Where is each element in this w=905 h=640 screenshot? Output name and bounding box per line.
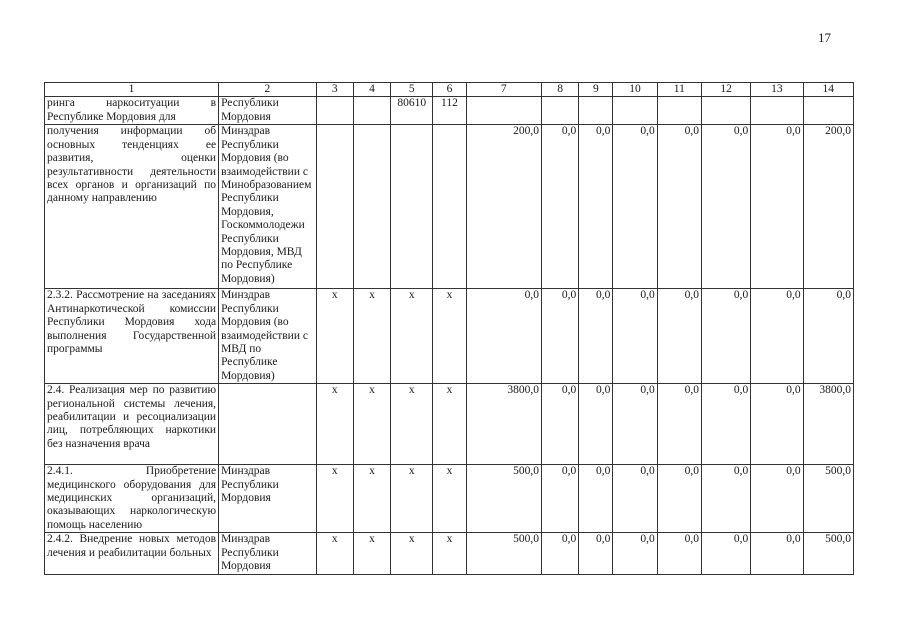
activity-description: получения информации об основных тенденциях ее развития, оценки результативности деятельности всех органов и организаций по данному направлению	[45, 125, 219, 289]
responsible-executor: Минздрав Республики Мордовия	[219, 465, 317, 533]
table-cell: 0,0	[466, 289, 541, 384]
table-cell: х	[391, 465, 433, 533]
table-cell: 500,0	[803, 533, 853, 574]
table-cell: 0,0	[613, 533, 657, 574]
table-cell: 0,0	[579, 289, 613, 384]
column-header: 9	[579, 83, 613, 97]
table-cell: 0,0	[701, 465, 750, 533]
table-cell: х	[353, 384, 390, 465]
table-cell: 200,0	[466, 125, 541, 289]
table-cell: х	[316, 465, 353, 533]
page-number: 17	[818, 30, 831, 45]
table-cell: х	[433, 384, 466, 465]
table-cell: 0,0	[751, 125, 803, 289]
table-cell: х	[353, 289, 390, 384]
table-cell: х	[353, 533, 390, 574]
table-cell: 0,0	[657, 289, 701, 384]
table-cell: 0,0	[751, 533, 803, 574]
table-cell	[751, 97, 803, 125]
table-cell: х	[316, 289, 353, 384]
responsible-executor: Минздрав Республики Мордовия	[219, 533, 317, 574]
table-cell: 0,0	[542, 125, 579, 289]
table-cell	[613, 97, 657, 125]
table-cell: 0,0	[751, 289, 803, 384]
table-cell	[466, 97, 541, 125]
table-cell	[316, 125, 353, 289]
activity-description: ринга наркоситуации в Республике Мордовия для	[45, 97, 219, 125]
table-row	[45, 384, 854, 465]
table-cell: х	[433, 289, 466, 384]
table-cell: 3800,0	[803, 384, 853, 465]
table-cell: 0,0	[542, 465, 579, 533]
column-header: 10	[613, 83, 657, 97]
table-cell	[433, 125, 466, 289]
table-cell: 500,0	[803, 465, 853, 533]
table-cell: 80610	[391, 97, 433, 125]
responsible-executor: Минздрав Республики Мордовия (во взаимодействии с Минобразованием Республики Мордовия, Госкоммолодежи Республики Мордовия, МВД по Республике Мордовия)	[219, 125, 317, 289]
column-header: 8	[542, 83, 579, 97]
table-cell: 0,0	[701, 533, 750, 574]
table-cell: 0,0	[613, 384, 657, 465]
table-cell	[316, 97, 353, 125]
table-cell: 0,0	[657, 125, 701, 289]
table-cell: 0,0	[613, 465, 657, 533]
table-cell: 0,0	[701, 125, 750, 289]
column-header: 7	[466, 83, 541, 97]
table-cell: 0,0	[579, 125, 613, 289]
table-cell	[391, 125, 433, 289]
column-header: 1	[45, 83, 219, 97]
column-header: 13	[751, 83, 803, 97]
column-header: 11	[657, 83, 701, 97]
table-row	[45, 125, 854, 289]
budget-table	[44, 82, 854, 575]
table-cell	[542, 97, 579, 125]
table-cell: 0,0	[542, 384, 579, 465]
table-cell: 200,0	[803, 125, 853, 289]
table-cell: 500,0	[466, 465, 541, 533]
activity-description: 2.4.1. Приобретение медицинского оборудования для медицинских организаций, оказывающих наркологическую помощь населению	[45, 465, 219, 533]
table-cell: 0,0	[701, 384, 750, 465]
table-cell: 0,0	[542, 533, 579, 574]
column-header: 14	[803, 83, 853, 97]
table-cell: 112	[433, 97, 466, 125]
table-cell: 3800,0	[466, 384, 541, 465]
table-cell: 0,0	[579, 384, 613, 465]
header-row	[45, 83, 854, 97]
responsible-executor: Республики Мордовия	[219, 97, 317, 125]
table-cell: х	[316, 384, 353, 465]
table-cell: х	[316, 533, 353, 574]
activity-description: 2.4.2. Внедрение новых методов лечения и реабилитации больных	[45, 533, 219, 574]
table-cell: 0,0	[613, 125, 657, 289]
table-cell: 0,0	[751, 465, 803, 533]
responsible-executor	[219, 384, 317, 465]
table-cell	[701, 97, 750, 125]
table-row	[45, 97, 854, 125]
column-header: 4	[353, 83, 390, 97]
table-cell	[353, 125, 390, 289]
table-cell	[657, 97, 701, 125]
table-cell: 0,0	[657, 533, 701, 574]
table-row	[45, 533, 854, 574]
table-cell	[579, 97, 613, 125]
table-cell: 0,0	[657, 384, 701, 465]
table-cell: х	[353, 465, 390, 533]
activity-description: 2.4. Реализация мер по развитию региональной системы лечения, реабилитации и ресоциализации лиц, потребляющих наркотики без назначения врача	[45, 384, 219, 465]
column-header: 12	[701, 83, 750, 97]
table-cell: 500,0	[466, 533, 541, 574]
table-cell: 0,0	[579, 465, 613, 533]
table-row	[45, 289, 854, 384]
table-cell: х	[391, 289, 433, 384]
table-row	[45, 465, 854, 533]
responsible-executor: Минздрав Республики Мордовия (во взаимодействии с МВД по Республике Мордовия)	[219, 289, 317, 384]
table-cell	[803, 97, 853, 125]
table-cell: 0,0	[542, 289, 579, 384]
column-header: 3	[316, 83, 353, 97]
table-cell: х	[391, 384, 433, 465]
column-header: 5	[391, 83, 433, 97]
table-cell: 0,0	[701, 289, 750, 384]
table-cell	[353, 97, 390, 125]
table-cell: 0,0	[613, 289, 657, 384]
table-cell: х	[391, 533, 433, 574]
column-header: 6	[433, 83, 466, 97]
table-cell: х	[433, 533, 466, 574]
table-cell: 0,0	[579, 533, 613, 574]
table-cell: 0,0	[803, 289, 853, 384]
activity-description: 2.3.2. Рассмотрение на заседаниях Антинаркотической комиссии Республики Мордовия хода выполнения Государственной программы	[45, 289, 219, 384]
table-cell: 0,0	[751, 384, 803, 465]
table-cell: х	[433, 465, 466, 533]
column-header: 2	[219, 83, 317, 97]
table-cell: 0,0	[657, 465, 701, 533]
